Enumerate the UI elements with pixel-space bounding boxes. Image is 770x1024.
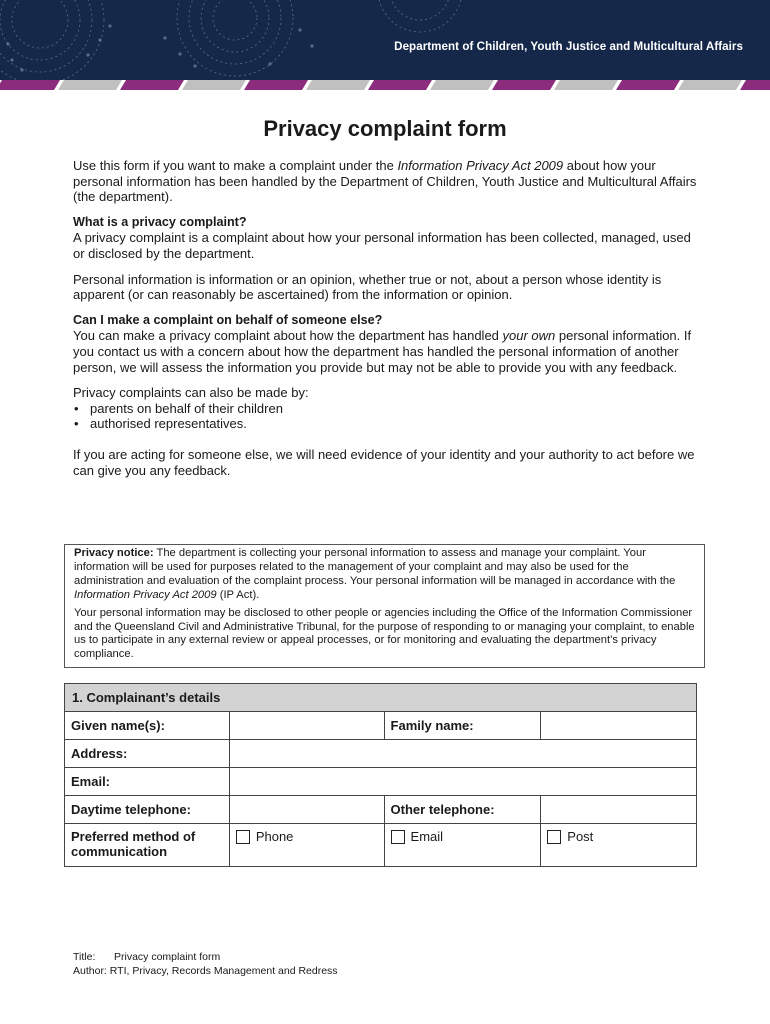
preferred-method-label: Preferred method of communication xyxy=(65,824,230,867)
personal-info-paragraph: Personal information is information or an opinion, whether true or not, about a person whose identity is apparent (or can reasonably be ascertained) from the information or opinion. xyxy=(73,271,662,303)
stripe-segment xyxy=(616,80,680,90)
stripe-segment xyxy=(0,80,60,90)
stripe-segment xyxy=(492,80,556,90)
email-checkbox[interactable] xyxy=(391,830,405,844)
section-title: 1. Complainant’s details xyxy=(65,684,697,712)
list-item: • parents on behalf of their children xyxy=(73,401,698,417)
email-option[interactable]: Email xyxy=(384,824,541,867)
privacy-notice-box xyxy=(64,544,705,668)
other-telephone-label: Other telephone: xyxy=(384,796,541,824)
stripe-segment xyxy=(554,80,618,90)
footer-title: Title: Privacy complaint form xyxy=(73,951,221,963)
other-telephone-field[interactable] xyxy=(541,796,697,824)
daytime-telephone-label: Daytime telephone: xyxy=(65,796,230,824)
table-row xyxy=(65,824,697,867)
also-made-by: Privacy complaints can also be made by: xyxy=(73,385,309,401)
stripe-segment xyxy=(306,80,370,90)
complainant-details-table xyxy=(64,683,697,867)
family-name-field[interactable] xyxy=(541,712,697,740)
what-heading: What is a privacy complaint? xyxy=(73,214,247,229)
stripe-segment xyxy=(182,80,246,90)
department-name: Department of Children, Youth Justice and Multicultural Affairs xyxy=(394,40,743,53)
footer-author: Author: RTI, Privacy, Records Management and Redress xyxy=(73,964,338,977)
post-checkbox[interactable] xyxy=(547,830,561,844)
header-banner xyxy=(0,0,770,80)
phone-checkbox[interactable] xyxy=(236,830,250,844)
form-introduction xyxy=(73,158,698,478)
evidence-paragraph: If you are acting for someone else, we will need evidence of your identity and your authority to act before we can give you any feedback. xyxy=(73,446,695,478)
email-field[interactable] xyxy=(229,768,696,796)
notice-paragraph: Privacy notice: The department is collecting your personal information to assess and manage your complaint. Your information will be used for purposes related to the management of your complaint and may also be used for the administration and evaluation of the complaint process. Your personal information will be managed in accordance with the Information Privacy Act 2009 (IP Act). xyxy=(74,547,676,601)
behalf-paragraph: You can make a privacy complaint about how the department has handled your own personal information. If you contact us with a concern about how the department has handled the personal information of another person, we will assess the information you provide but may not be able to provide you with any feedback. xyxy=(73,328,692,375)
given-name-field[interactable] xyxy=(229,712,384,740)
stripe-segment xyxy=(58,80,122,90)
notice-paragraph-2: Your personal information may be disclosed to other people or agencies including the Office of the Information Commissioner and the Queensland Civil and Administrative Tribunal, for the purpose of responding to or managing your complaint, to enable us to participate in any external review or appeal processes, or for monitoring and evaluating the department’s privacy compliance. xyxy=(74,606,695,661)
post-option[interactable]: Post xyxy=(541,824,697,867)
document-footer xyxy=(73,951,338,978)
behalf-heading: Can I make a complaint on behalf of someone else? xyxy=(73,312,383,327)
table-row xyxy=(65,740,697,768)
table-row xyxy=(65,712,697,740)
address-label: Address: xyxy=(65,740,230,768)
address-field[interactable] xyxy=(229,740,696,768)
list-item: • authorised representatives. xyxy=(73,416,698,432)
decorative-stripe-bar xyxy=(0,80,770,90)
table-row xyxy=(65,768,697,796)
given-name-label: Given name(s): xyxy=(65,712,230,740)
daytime-telephone-field[interactable] xyxy=(229,796,384,824)
stripe-segment xyxy=(368,80,432,90)
table-row xyxy=(65,796,697,824)
phone-option[interactable]: Phone xyxy=(229,824,384,867)
email-label: Email: xyxy=(65,768,230,796)
family-name-label: Family name: xyxy=(384,712,541,740)
page-title: Privacy complaint form xyxy=(263,116,507,141)
what-paragraph: A privacy complaint is a complaint about how your personal information has been collected, managed, used or disclosed by the department. xyxy=(73,230,691,261)
stripe-segment xyxy=(120,80,184,90)
section-header xyxy=(65,684,697,712)
stripe-segment xyxy=(430,80,494,90)
intro-paragraph: Use this form if you want to make a complaint under the Information Privacy Act 2009 about how your personal information has been handled by the Department of Children, Youth Justice and Multicultural Affairs (the department). xyxy=(73,158,697,205)
stripe-segment xyxy=(244,80,308,90)
bullet-list xyxy=(73,401,698,432)
stripe-segment xyxy=(678,80,742,90)
